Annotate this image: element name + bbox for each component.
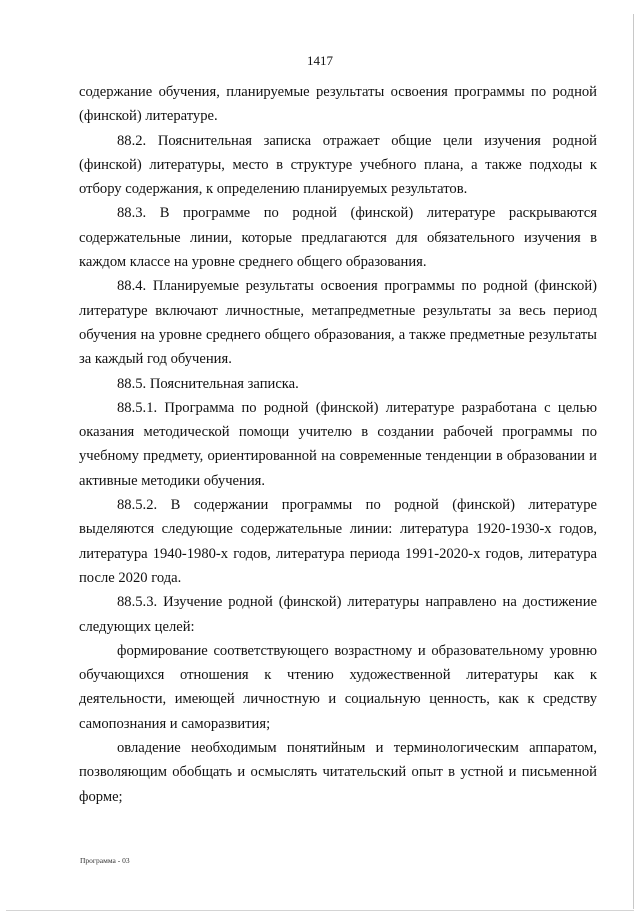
paragraph-88-5-3: 88.5.3. Изучение родной (финской) литературы направлено на достижение следующих целей: (79, 594, 597, 635)
paragraph-continuation: содержание обучения, планируемые результаты освоения программы по родной (финской) литературе. (79, 84, 597, 125)
paragraph-88-5-2: 88.5.2. В содержании программы по родной (финской) литературе выделяются следующие содержательные линии: литература 1920-1930-х годов, литература 1940-1980-х годов, литература периода 1991-2020-х годов, литература после 2020 года. (79, 497, 597, 586)
document-body (79, 80, 597, 809)
paragraph-goal-1: формирование соответствующего возрастному и образовательному уровню обучающихся отношения к чтению художественной литературы как к деятельности, имеющей личностную и социальную ценность, как к средству самопознания и саморазвития; (79, 642, 597, 732)
paragraph-goal-2: овладение необходимым понятийным и терминологическим аппаратом, позволяющим обобщать и осмыслять читательский опыт в устной и письменной форме; (79, 740, 597, 805)
paragraph-88-4: 88.4. Планируемые результаты освоения программы по родной (финской) литературе включают личностные, метапредметные результаты за весь период обучения на уровне среднего общего образования, а также предметные результаты за каждый год обучения. (79, 278, 597, 368)
page-number: 1417 (307, 53, 333, 68)
paragraph-88-5-1: 88.5.1. Программа по родной (финской) литературе разработана с целью оказания методической помощи учителю в создании рабочей программы по учебному предмету, ориентированной на современные тенденции в образовании и активные методики обучения. (79, 399, 597, 489)
paragraph-88-3: 88.3. В программе по родной (финской) литературе раскрываются содержательные линии, которые предлагаются для обязательного изучения в каждом классе на уровне среднего общего образования. (79, 205, 597, 271)
paragraph-88-2: 88.2. Пояснительная записка отражает общие цели изучения родной (финской) литературы, место в структуре учебного плана, а также подходы к отбору содержания, к определению планируемых результатов. (79, 132, 597, 198)
footer-label: Программа - 03 (80, 856, 130, 865)
page-edge-bottom (6, 910, 634, 911)
page-edge-right (633, 14, 634, 909)
paragraph-88-5: 88.5. Пояснительная записка. (117, 375, 299, 392)
